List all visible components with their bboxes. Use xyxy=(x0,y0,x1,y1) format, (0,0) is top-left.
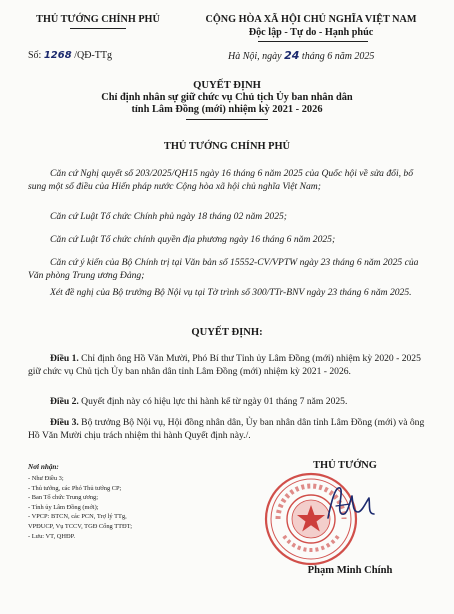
national-title: CỘNG HÒA XÃ HỘI CHỦ NGHĨA VIỆT NAM xyxy=(205,14,417,25)
issuer-heading: THỦ TƯỚNG CHÍNH PHỦ xyxy=(163,141,291,152)
decision-subject-line-2: tỉnh Lâm Đồng (mới) nhiệm kỳ 2021 - 2026 xyxy=(131,104,323,115)
recipient-item: - Lưu: VT, QHĐP. xyxy=(28,532,76,540)
recipients-heading: Nơi nhận: xyxy=(28,463,59,471)
national-motto: Độc lập - Tự do - Hạnh phúc xyxy=(248,27,374,38)
legal-basis-1: Căn cứ Nghị quyết số 203/2025/QH15 ngày 16 tháng 6 năm 2025 của Quốc hội về sửa đổi, bổ sung một số điều của Hiến pháp nước Cộng hòa xã hội chủ nghĩa Việt Nam; xyxy=(28,168,414,193)
recipient-item: - Như Điều 3; xyxy=(28,475,64,482)
signer-title: THỦ TƯỚNG xyxy=(313,460,377,471)
handwritten-signature-icon xyxy=(322,478,382,526)
recipients-list xyxy=(28,474,198,541)
handwritten-number: 1268 xyxy=(43,50,72,61)
recipient-item: - VPCP: BTCN, các PCN, Trợ lý TTg, xyxy=(28,513,127,521)
legal-basis-4: Căn cứ ý kiến của Bộ Chính trị tại Văn bản số 15552-CV/VPTW ngày 23 tháng 6 năm 2025 của Văn phòng Trung ương Đảng; xyxy=(28,257,419,282)
article-1: Điều 1. Chỉ định ông Hồ Văn Mười, Phó Bí thư Tỉnh ủy Lâm Đồng (mới) nhiệm kỳ 2020 - 2025 giữ chức vụ Chủ tịch Ủy ban nhân dân tỉnh Lâm Đồng (mới) nhiệm kỳ 2021 - 2026. xyxy=(28,353,421,378)
recipient-item: - Tỉnh ủy Lâm Đồng (mới); xyxy=(28,503,99,511)
decision-subject-line-1: Chỉ định nhân sự giữ chức vụ Chủ tịch Ủy ban nhân dân xyxy=(101,92,353,103)
document-date: Hà Nội, ngày 24 tháng 6 năm 2025 xyxy=(228,49,375,62)
article-3: Điều 3. Bộ trưởng Bộ Nội vụ, Hội đồng nhân dân, Ủy ban nhân dân tỉnh Lâm Đồng (mới) và ông Hồ Văn Mười chịu trách nhiệm thi hành Quyết định này./. xyxy=(28,417,425,442)
legal-basis-2: Căn cứ Luật Tổ chức Chính phủ ngày 18 tháng 02 năm 2025; xyxy=(50,211,287,222)
legal-basis-5: Xét đề nghị của Bộ trưởng Bộ Nội vụ tại Tờ trình số 300/TTr-BNV ngày 23 tháng 6 năm 2025. xyxy=(50,287,412,298)
decision-heading: QUYẾT ĐỊNH xyxy=(193,80,261,91)
motto-underline xyxy=(258,41,368,42)
document-number: Số: 1268 /QĐ-TTg xyxy=(28,50,112,61)
signer-name: Phạm Minh Chính xyxy=(307,565,393,576)
agency-underline xyxy=(70,28,126,29)
article-2: Điều 2. Quyết định này có hiệu lực thi hành kể từ ngày 01 tháng 7 năm 2025. xyxy=(50,396,348,407)
handwritten-day: 24 xyxy=(284,49,300,62)
issuing-agency: THỦ TƯỚNG CHÍNH PHỦ xyxy=(36,14,160,25)
subject-underline xyxy=(186,119,268,120)
recipient-item: VPĐUCP, Vụ TCCV, TGĐ Cổng TTĐT; xyxy=(28,522,132,530)
decides-heading: QUYẾT ĐỊNH: xyxy=(191,327,263,338)
legal-basis-3: Căn cứ Luật Tổ chức chính quyền địa phương ngày 16 tháng 6 năm 2025; xyxy=(50,234,336,245)
recipient-item: - Ban Tổ chức Trung ương; xyxy=(28,494,99,502)
recipient-item: - Thủ tướng, các Phó Thủ tướng CP; xyxy=(28,484,122,492)
